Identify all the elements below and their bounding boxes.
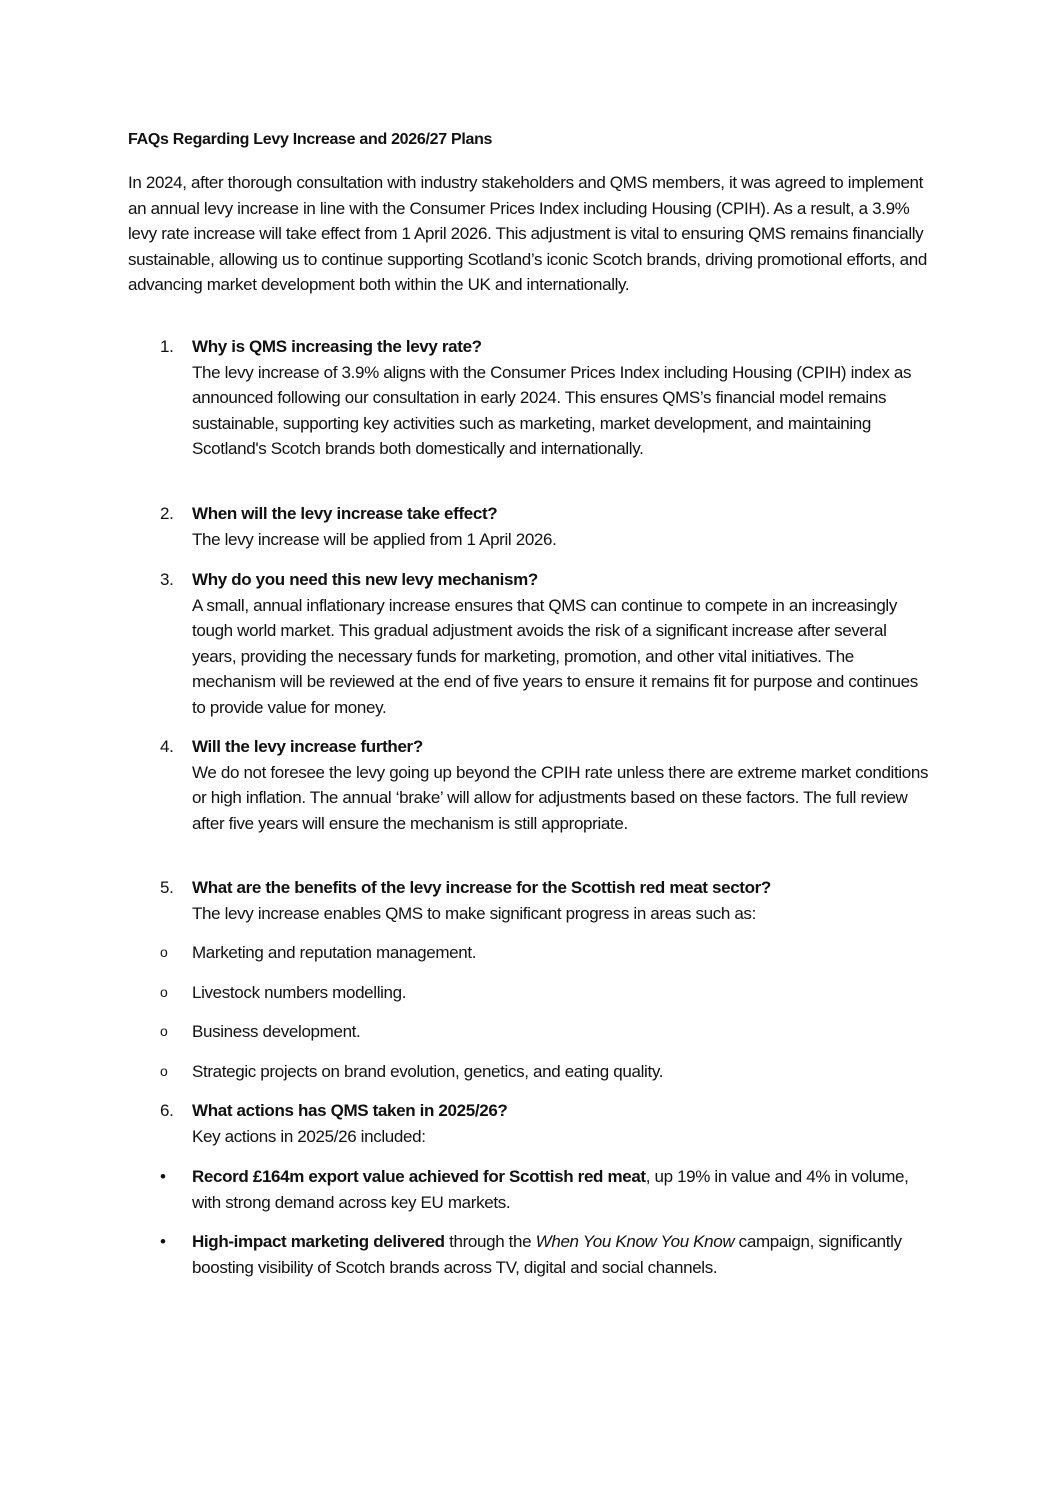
benefit-bullet-3 [160, 1019, 930, 1045]
circle-bullet-icon: o [160, 1063, 168, 1079]
faq-item-6 [160, 1098, 930, 1149]
benefit-bullet-4 [160, 1059, 930, 1085]
faq-item-5 [160, 875, 930, 926]
bullet-text [192, 1229, 930, 1280]
bullet-plain-text: campaign, significantly boosting visibility of Scotch brands across TV, digital and social channels. [192, 1232, 902, 1277]
faq-answer: Key actions in 2025/26 included: [192, 1126, 426, 1146]
benefit-bullet-1 [160, 940, 930, 966]
faq-question: What are the benefits of the levy increase for the Scottish red meat sector? [192, 878, 771, 897]
faq-question: Will the levy increase further? [192, 737, 423, 756]
faq-item-2 [160, 501, 930, 552]
faq-answer: A small, annual inflationary increase ensures that QMS can continue to compete in an increasingly tough world market. This gradual adjustment avoids the risk of a significant increase after several years, providing the necessary funds for marketing, promotion, and other vital initiatives. The mechanism will be reviewed at the end of five years to ensure it remains fit for purpose and continues to provide value for money. [192, 595, 918, 717]
faq-number: 1. [160, 337, 174, 356]
circle-bullet-icon: o [160, 944, 168, 960]
bullet-text: Strategic projects on brand evolution, genetics, and eating quality. [192, 1062, 664, 1081]
circle-bullet-icon: o [160, 984, 168, 1000]
faq-item-1 [160, 334, 930, 462]
faq-answer: The levy increase of 3.9% aligns with the Consumer Prices Index including Housing (CPIH) index as announced following our consultation in early 2024. This ensures QMS’s financial model remains sustainable, supporting key activities such as marketing, market development, and maintaining Scotland's Scotch brands both domestically and internationally. [192, 362, 912, 458]
faq-item-4 [160, 734, 930, 836]
benefit-bullet-2 [160, 980, 930, 1006]
faq-answer: We do not foresee the levy going up beyond the CPIH rate unless there are extreme market conditions or high inflation. The annual ‘brake’ will allow for adjustments based on these factors. The full review after five years will ensure the mechanism is still appropriate. [192, 762, 929, 833]
faq-number: 5. [160, 878, 174, 897]
bullet-text [192, 1164, 930, 1215]
circle-bullet-icon: o [160, 1023, 168, 1039]
bullet-dot-icon: • [160, 1232, 166, 1251]
faq-number: 6. [160, 1101, 174, 1120]
faq-number: 2. [160, 504, 174, 523]
campaign-name: When You Know You Know [535, 1232, 735, 1251]
faq-number: 4. [160, 737, 174, 756]
bullet-dot-icon: • [160, 1167, 166, 1186]
bullet-text: Business development. [192, 1022, 361, 1041]
faq-question: Why do you need this new levy mechanism? [192, 570, 538, 589]
action-bullet-1 [160, 1164, 930, 1215]
faq-question: Why is QMS increasing the levy rate? [192, 337, 482, 356]
bullet-bold-text: Record £164m export value achieved for Scottish red meat [192, 1167, 646, 1186]
faq-question: When will the levy increase take effect? [192, 504, 498, 523]
action-bullet-2 [160, 1229, 930, 1280]
bullet-bold-text: High-impact marketing delivered [192, 1232, 445, 1251]
bullet-plain-text: , up 19% in value and 4% in volume, with strong demand across key EU markets. [192, 1167, 909, 1212]
document-title: FAQs Regarding Levy Increase and 2026/27 Plans [128, 131, 493, 148]
bullet-plain-text: through the [444, 1232, 536, 1251]
faq-answer: The levy increase will be applied from 1 April 2026. [192, 529, 557, 549]
bullet-text: Livestock numbers modelling. [192, 983, 407, 1002]
faq-item-3 [160, 567, 930, 720]
faq-answer: The levy increase enables QMS to make significant progress in areas such as: [192, 903, 756, 923]
faq-question: What actions has QMS taken in 2025/26? [192, 1101, 508, 1120]
faq-number: 3. [160, 570, 174, 589]
intro-paragraph: In 2024, after thorough consultation with industry stakeholders and QMS members, it was agreed to implement an annual levy increase in line with the Consumer Prices Index including Housing (CPIH). As a result, a 3.9% levy rate increase will take effect from 1 April 2026. This adjustment is vital to ensuring QMS remains financially sustainable, allowing us to continue supporting Scotland’s iconic Scotch brands, driving promotional efforts, and advancing market development both within the UK and internationally. [128, 173, 927, 294]
bullet-text: Marketing and reputation management. [192, 943, 477, 962]
